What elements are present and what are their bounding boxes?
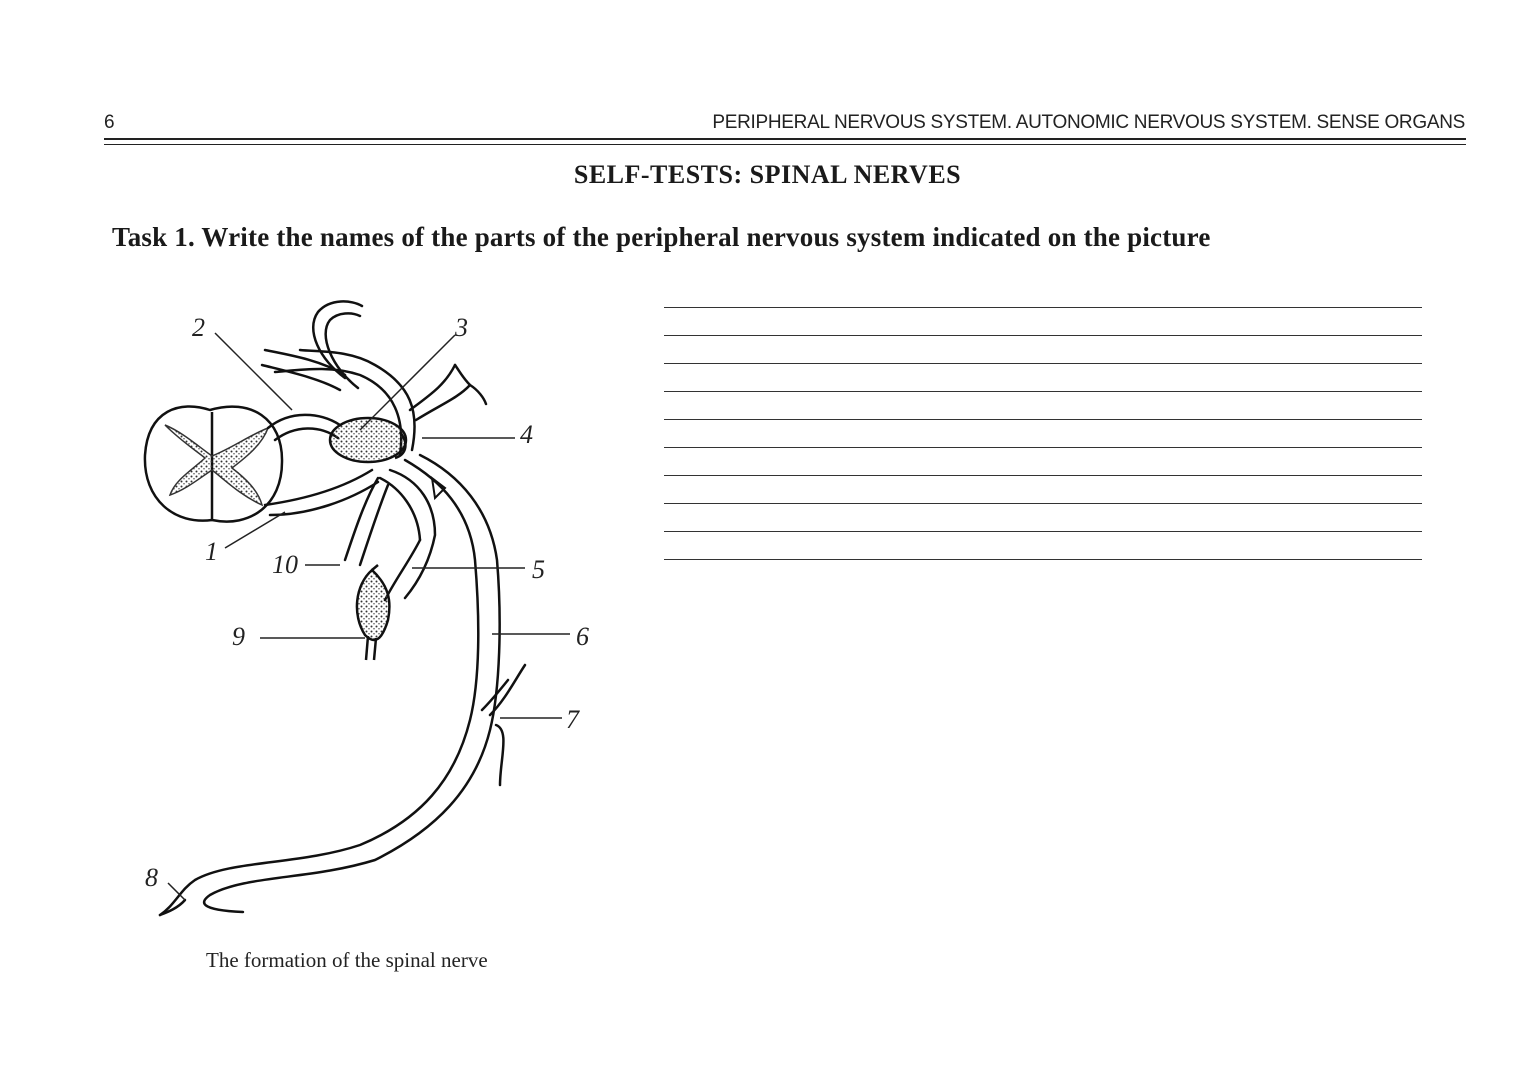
section-title: SELF-TESTS: SPINAL NERVES bbox=[573, 160, 962, 189]
label-5: 5 bbox=[532, 555, 545, 584]
header-rule bbox=[104, 138, 1466, 140]
answer-line[interactable] bbox=[664, 335, 1422, 336]
figure-caption: The formation of the spinal nerve bbox=[206, 948, 488, 972]
answer-line[interactable] bbox=[664, 363, 1422, 364]
label-9: 9 bbox=[232, 622, 245, 651]
answer-line[interactable] bbox=[664, 503, 1422, 504]
answer-line[interactable] bbox=[664, 531, 1422, 532]
spinal-cord-section bbox=[145, 406, 282, 521]
answer-line[interactable] bbox=[664, 447, 1422, 448]
answer-line[interactable] bbox=[664, 475, 1422, 476]
spinal-nerve-diagram bbox=[130, 290, 610, 940]
label-6: 6 bbox=[576, 622, 589, 651]
answer-line[interactable] bbox=[664, 419, 1422, 420]
header-rule-thin bbox=[104, 144, 1466, 145]
answer-line[interactable] bbox=[664, 307, 1422, 308]
sympathetic-ganglion bbox=[357, 570, 390, 640]
label-8: 8 bbox=[145, 863, 158, 892]
label-1: 1 bbox=[205, 537, 218, 566]
answer-line[interactable] bbox=[664, 391, 1422, 392]
label-4: 4 bbox=[520, 420, 533, 449]
label-10: 10 bbox=[272, 550, 298, 579]
spinal-ganglion bbox=[330, 418, 406, 462]
running-head: PERIPHERAL NERVOUS SYSTEM. AUTONOMIC NERVOUS SYSTEM. SENSE ORGANS bbox=[712, 112, 1465, 133]
page-number: 6 bbox=[104, 112, 115, 133]
label-3: 3 bbox=[455, 313, 468, 342]
answer-line[interactable] bbox=[664, 559, 1422, 560]
label-7: 7 bbox=[566, 705, 579, 734]
label-2: 2 bbox=[192, 313, 205, 342]
task-instruction: Task 1. Write the names of the parts of the peripheral nervous system indicated on the picture bbox=[112, 222, 1211, 252]
nerve-roots-and-branches bbox=[160, 301, 525, 915]
